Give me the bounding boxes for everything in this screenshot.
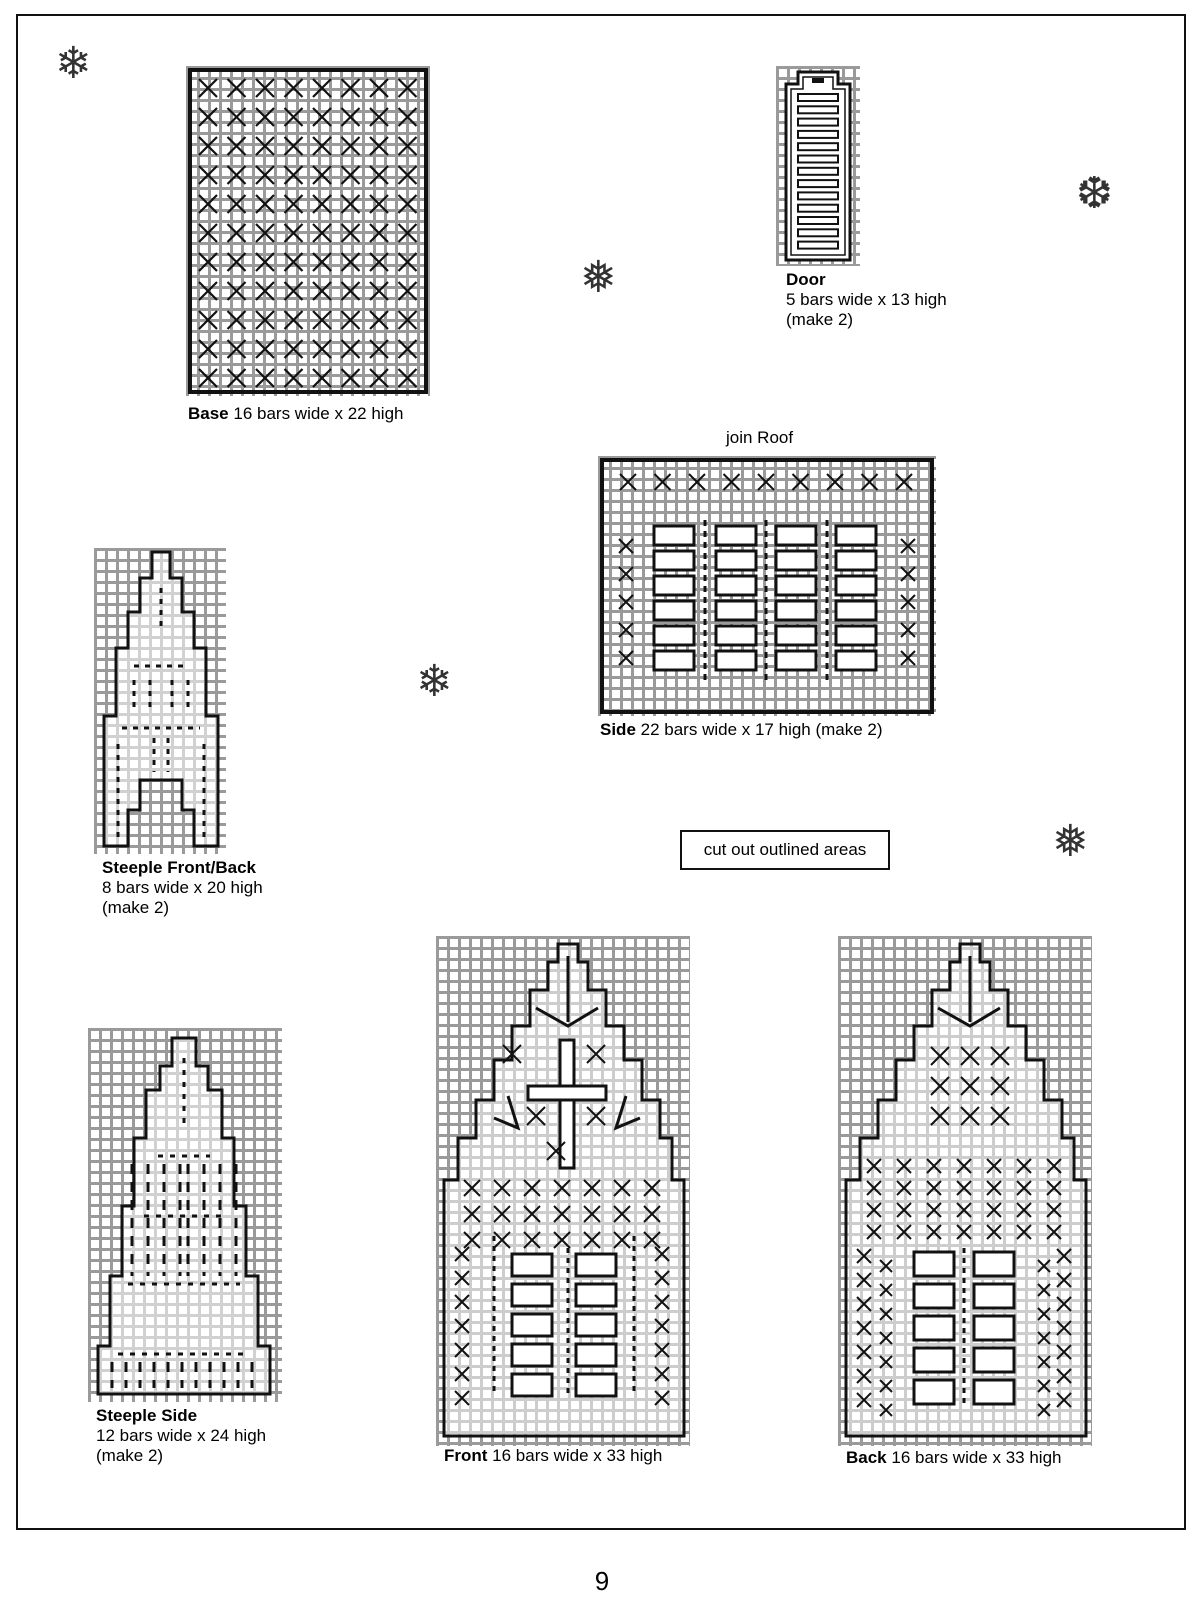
window-stitch [974, 1316, 1014, 1340]
window-stitch [576, 1314, 616, 1336]
window-stitch [836, 551, 876, 570]
side-pattern [598, 456, 936, 716]
window-stitch [798, 143, 838, 150]
steeple-front-back-spec: 8 bars wide x 20 high [102, 878, 263, 897]
steeple-side-caption [96, 1406, 266, 1466]
back-spec: 16 bars wide x 33 high [891, 1448, 1062, 1467]
window-stitch [512, 1344, 552, 1366]
window-stitch [512, 1314, 552, 1336]
window-stitch [716, 651, 756, 670]
window-stitch [654, 576, 694, 595]
cut-out-note [680, 830, 890, 870]
snowflake-icon: ❆ [1076, 168, 1113, 219]
window-stitch [914, 1348, 954, 1372]
window-stitch [798, 106, 838, 113]
base-caption [188, 404, 403, 424]
window-stitch [512, 1374, 552, 1396]
door-caption [786, 270, 947, 330]
window-stitch [798, 205, 838, 212]
steeple-front-back-note: (make 2) [102, 898, 170, 917]
door-name: Door [786, 270, 826, 289]
steeple-side-pattern [88, 1028, 282, 1402]
window-stitch [974, 1348, 1014, 1372]
back-pattern [838, 936, 1092, 1446]
window-stitch [576, 1254, 616, 1276]
join-roof-label: join Roof [726, 428, 794, 447]
window-stitch [654, 626, 694, 645]
window-stitch [512, 1254, 552, 1276]
window-stitch [798, 156, 838, 163]
window-stitch [776, 626, 816, 645]
snowflake-icon: ❄ [416, 656, 453, 707]
window-stitch [836, 601, 876, 620]
window-stitch [798, 192, 838, 199]
front-caption [444, 1446, 662, 1466]
side-caption [600, 720, 883, 740]
window-stitch [716, 551, 756, 570]
front-name: Front [444, 1446, 488, 1465]
window-stitch [836, 626, 876, 645]
window-stitch [974, 1252, 1014, 1276]
window-stitch [798, 242, 838, 249]
window-stitch [776, 601, 816, 620]
base-name: Base [188, 404, 229, 423]
window-stitch [716, 576, 756, 595]
window-stitch [836, 526, 876, 545]
front-spec: 16 bars wide x 33 high [492, 1446, 663, 1465]
window-stitch [974, 1284, 1014, 1308]
base-pattern [186, 66, 430, 396]
window-stitch [654, 601, 694, 620]
steeple-side-note: (make 2) [96, 1446, 164, 1465]
window-stitch [716, 601, 756, 620]
window-stitch [798, 119, 838, 126]
side-spec: 22 bars wide x 17 high (make 2) [640, 720, 883, 739]
window-stitch [914, 1316, 954, 1340]
door-spec: 5 bars wide x 13 high [786, 290, 947, 309]
window-stitch [654, 526, 694, 545]
window-stitch [576, 1284, 616, 1306]
window-stitch [776, 651, 816, 670]
steeple-front-back-pattern [94, 548, 226, 854]
window-stitch [576, 1374, 616, 1396]
window-stitch [776, 551, 816, 570]
window-stitch [798, 180, 838, 187]
window-stitch [512, 1284, 552, 1306]
snowflake-icon: ❄ [55, 38, 92, 89]
side-name: Side [600, 720, 636, 739]
window-stitch [716, 526, 756, 545]
window-stitch [776, 526, 816, 545]
window-stitch [914, 1380, 954, 1404]
back-name: Back [846, 1448, 887, 1467]
window-stitch [798, 131, 838, 138]
window-stitch [974, 1380, 1014, 1404]
window-stitch [914, 1252, 954, 1276]
window-stitch [776, 576, 816, 595]
snowflake-icon: ❅ [1052, 816, 1089, 867]
window-stitch [654, 551, 694, 570]
window-stitch [798, 217, 838, 224]
door-pattern [776, 66, 860, 266]
base-spec: 16 bars wide x 22 high [233, 404, 404, 423]
window-stitch [914, 1284, 954, 1308]
window-stitch [798, 168, 838, 175]
window-stitch [716, 626, 756, 645]
window-stitch [576, 1344, 616, 1366]
window-stitch [654, 651, 694, 670]
window-stitch [798, 94, 838, 101]
cut-out-text: cut out outlined areas [703, 840, 867, 859]
front-pattern [436, 936, 690, 1446]
steeple-side-spec: 12 bars wide x 24 high [96, 1426, 267, 1445]
page-number: 9 [594, 1566, 610, 1596]
back-caption [846, 1448, 1061, 1468]
steeple-front-back-name: Steeple Front/Back [102, 858, 256, 877]
window-stitch [836, 576, 876, 595]
snowflake-icon: ❅ [580, 252, 617, 303]
door-note: (make 2) [786, 310, 854, 329]
window-stitch [836, 651, 876, 670]
steeple-side-name: Steeple Side [96, 1406, 198, 1425]
window-stitch [798, 229, 838, 236]
steeple-front-back-caption [102, 858, 263, 918]
